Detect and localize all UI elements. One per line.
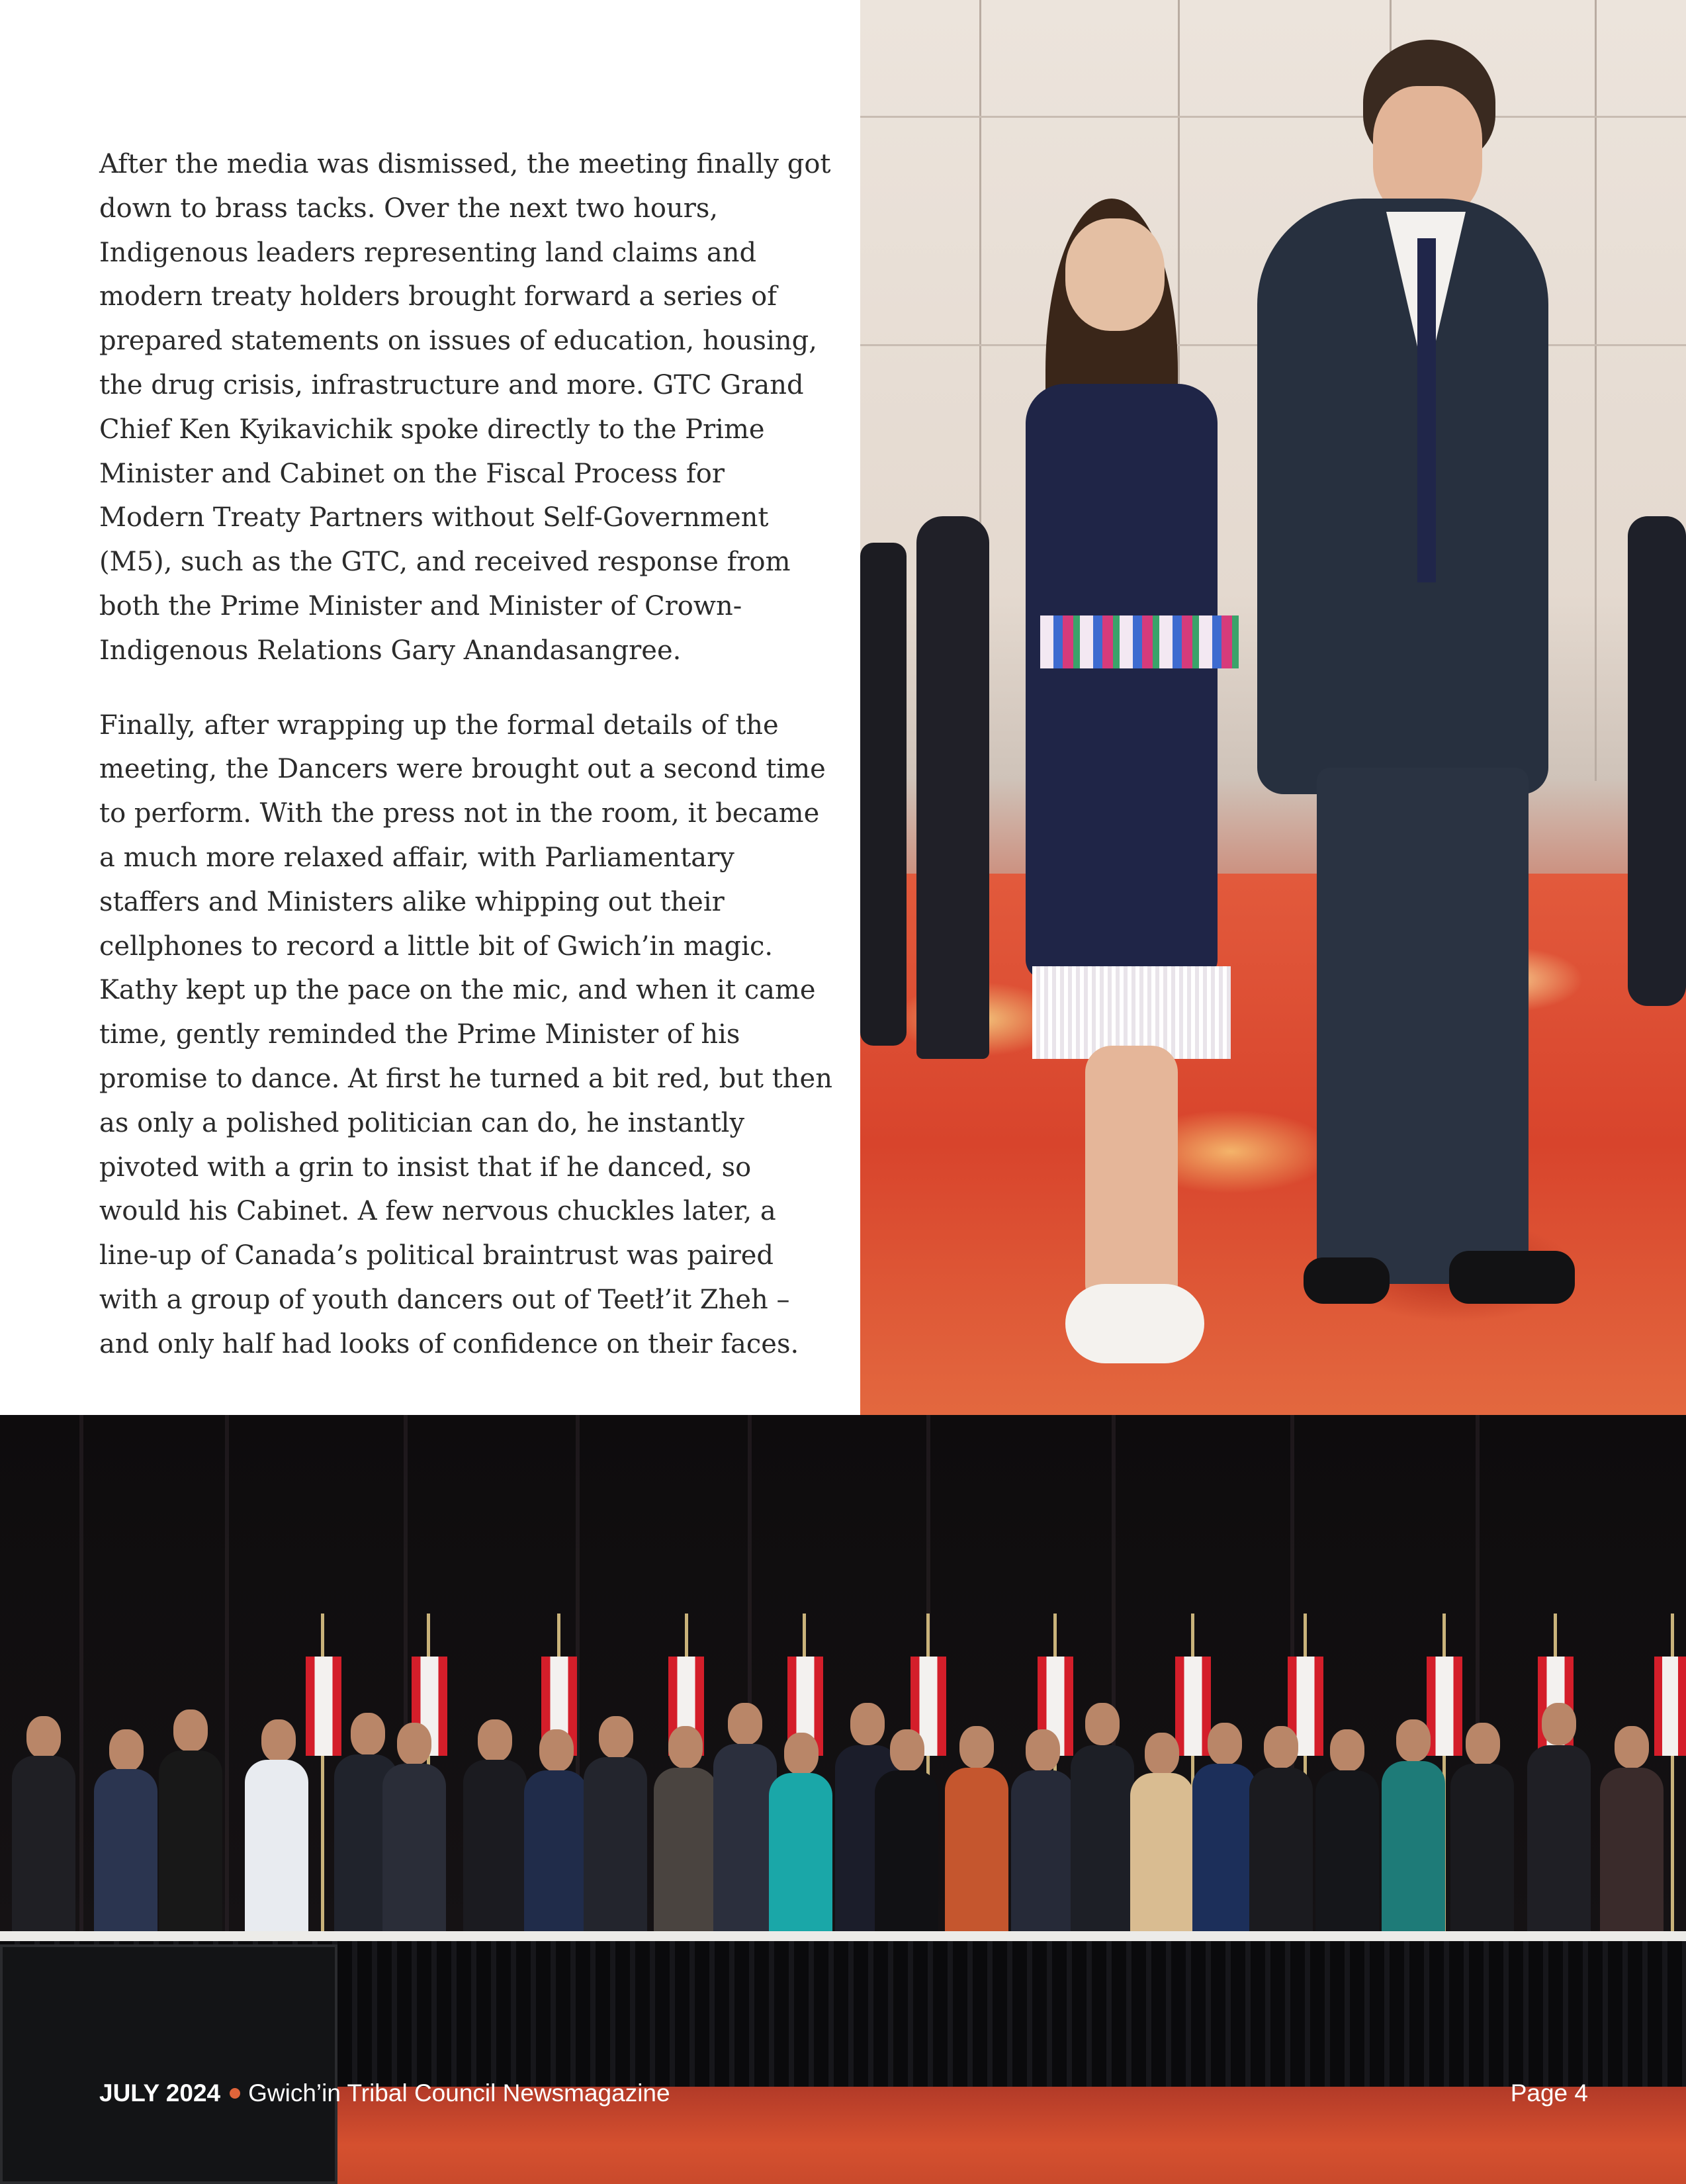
person-head (1026, 1729, 1060, 1772)
article-body (99, 142, 834, 1397)
prime-minister-figure (1231, 40, 1575, 1363)
person-head (890, 1729, 924, 1772)
person-head (668, 1726, 703, 1768)
person-head (1396, 1719, 1431, 1762)
person-head (351, 1713, 385, 1755)
person-head (478, 1719, 512, 1762)
person-body (159, 1751, 222, 1956)
dance-photo (860, 0, 1686, 1415)
page-number: Page 4 (1510, 2079, 1588, 2107)
issue-date: JULY 2024 (99, 2079, 221, 2107)
tie (1417, 238, 1436, 582)
person-head (539, 1729, 574, 1772)
dance-dress (1026, 384, 1218, 979)
person-head (1208, 1723, 1242, 1765)
person-head (1330, 1729, 1364, 1772)
person-head (1085, 1703, 1120, 1745)
fur-moccasins (1065, 1284, 1204, 1363)
person-head (1542, 1703, 1576, 1745)
article-paragraph-1: After the media was dismissed, the meeting finally got down to brass tacks. Over the next two hours, Indigenous leaders representing land claims and modern treaty holders brought forward a series of prepared statements on issues of education, housing, the drug crisis, infrastructure and more. GTC Grand Chief Ken Kyikavichik spoke directly to the Prime Minister and Cabinet on the Fiscal Process for Modern Treaty Partners without Self-Government (M5), such as the GTC, and received response from both the Prime Minister and Minister of Crown-Indigenous Relations Gary Anandasangree. (99, 149, 831, 666)
person-head (109, 1729, 144, 1772)
person-head (397, 1723, 431, 1765)
person-head (784, 1733, 819, 1775)
legs (1085, 1046, 1178, 1310)
person-head (850, 1703, 885, 1745)
person-head (1145, 1733, 1179, 1775)
person-body (1071, 1745, 1134, 1950)
person-head (728, 1703, 762, 1745)
background-dancer (860, 543, 907, 1046)
person-head (26, 1716, 61, 1758)
page-footer (99, 2079, 1588, 2113)
person-head (173, 1709, 208, 1752)
trousers (1317, 768, 1529, 1284)
person-head (1615, 1726, 1649, 1768)
person-body (713, 1744, 777, 1949)
beaded-belt (1040, 615, 1239, 668)
background-person (1628, 516, 1686, 1006)
monitor (0, 1944, 337, 2184)
person-head (1264, 1726, 1298, 1768)
fringe-trim (1032, 966, 1231, 1059)
shoe (1449, 1251, 1575, 1304)
person-body (1527, 1745, 1591, 1950)
article-paragraph-2: Finally, after wrapping up the formal details of the meeting, the Dancers were brought out a second time to perform. With the press not in the room, it became a much more relaxed affair, with Parliamentary staffers and Ministers alike whipping out their cellphones to record a little bit of Gwich’in magic. Kathy kept up the pace on the mic, and when it came time, gently reminded the Prime Minister of his promise to dance. At first he turned a bit red, but then as only a polished politician can do, he instantly pivoted with a grin to insist that if he danced, so would his Cabinet. A few nervous chuckles later, a line-up of Canada’s political braintrust was paired with a group of youth dancers out of Teetł’it Zheh – and only half had looks of confidence on their faces. (99, 709, 832, 1359)
youth-dancer-figure (966, 199, 1244, 1390)
face (1065, 218, 1165, 331)
shoe (1304, 1257, 1390, 1304)
person-head (959, 1726, 994, 1768)
person-head (1466, 1723, 1500, 1765)
person-body (12, 1756, 75, 1961)
separator-dot-icon (230, 2088, 240, 2099)
person-head (599, 1716, 633, 1758)
publication-name: Gwich’in Tribal Council Newsmagazine (248, 2079, 670, 2107)
person-head (261, 1719, 296, 1762)
group-photo (0, 1415, 1686, 2184)
suit-jacket (1257, 199, 1548, 794)
